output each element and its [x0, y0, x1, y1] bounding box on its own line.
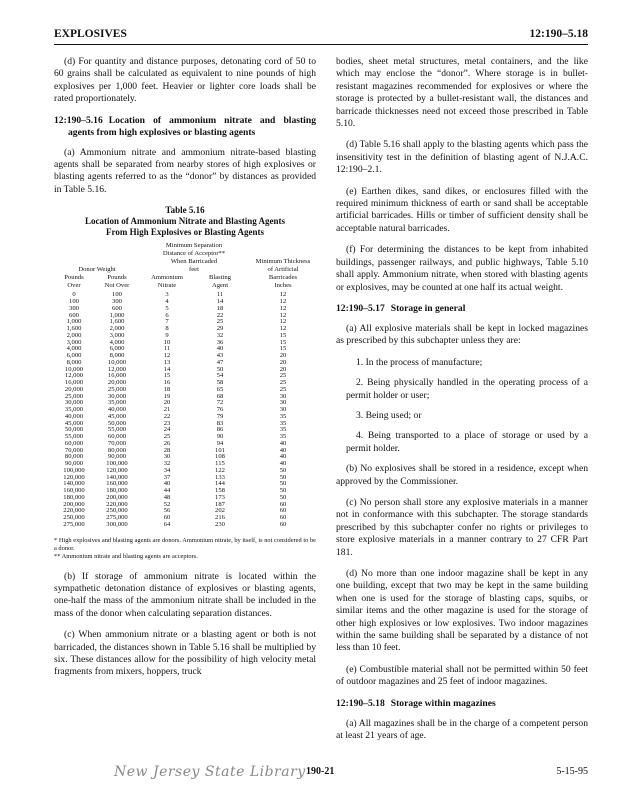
- paragraph-516-d: (d) Table 5.16 shall apply to the blasting agents which pass the insensitivity test in the definition of blasting agent of N.J.A.C. 12:190–2.1.: [336, 139, 588, 176]
- cell-barricade-thickness: 40: [279, 446, 287, 454]
- table-row: [54, 380, 316, 387]
- cell-ammonium-nitrate: 8: [165, 325, 169, 332]
- cell-pounds-over: 90,000: [64, 460, 84, 467]
- cell-pounds-over: 35,000: [64, 406, 84, 413]
- cell-blasting-agent: 25: [216, 318, 224, 326]
- cell-barricade-thickness: 25: [279, 385, 287, 393]
- column-header: Nitrate: [157, 282, 177, 290]
- cell-blasting-agent: 86: [216, 426, 224, 434]
- cell-ammonium-nitrate: 4: [165, 298, 169, 305]
- table-row: [54, 299, 316, 306]
- cell-ammonium-nitrate: 28: [163, 446, 171, 454]
- cell-barricade-thickness: 30: [279, 392, 287, 400]
- cell-barricade-thickness: 15: [279, 331, 287, 339]
- cell-barricade-thickness: 40: [279, 460, 287, 467]
- cell-pounds-over: 10,000: [64, 365, 84, 373]
- cell-barricade-thickness: 60: [279, 514, 287, 521]
- cell-pounds-not-over: 180,000: [106, 487, 128, 494]
- table-number: Table 5.16: [165, 205, 205, 216]
- cell-barricade-thickness: 35: [279, 412, 287, 420]
- table-row: [54, 481, 316, 488]
- cell-ammonium-nitrate: 19: [163, 392, 171, 400]
- paragraph-518-a: (a) All magazines shall be in the charge of a competent person at least 21 years of age.: [336, 717, 588, 742]
- footnote: ** Ammonium nitrate and blasting agents are acceptors.: [54, 552, 198, 560]
- cell-pounds-over: 70,000: [64, 446, 84, 454]
- cell-pounds-not-over: 70,000: [107, 439, 127, 447]
- cell-pounds-not-over: 200,000: [106, 493, 128, 501]
- cell-pounds-not-over: 50,000: [107, 419, 127, 427]
- cell-pounds-not-over: 20,000: [107, 379, 127, 386]
- cell-ammonium-nitrate: 32: [163, 460, 171, 467]
- cell-pounds-not-over: 120,000: [106, 466, 128, 474]
- cell-barricade-thickness: 30: [279, 399, 287, 407]
- page-footer: [54, 764, 588, 784]
- cell-pounds-not-over: 250,000: [106, 507, 128, 515]
- table-row: [54, 367, 316, 374]
- cell-barricade-thickness: 40: [279, 439, 287, 447]
- cell-ammonium-nitrate: 18: [163, 385, 171, 393]
- cell-barricade-thickness: 40: [279, 453, 287, 461]
- cell-blasting-agent: 50: [216, 365, 224, 373]
- cell-pounds-over: 140,000: [63, 480, 85, 488]
- cell-blasting-agent: 29: [216, 325, 224, 332]
- table-row: [54, 407, 316, 414]
- cell-pounds-not-over: 10,000: [107, 358, 127, 366]
- column-group-header: When Barricaded: [170, 258, 218, 266]
- cell-ammonium-nitrate: 37: [163, 473, 171, 481]
- cell-barricade-thickness: 15: [279, 338, 287, 346]
- cell-ammonium-nitrate: 60: [163, 514, 171, 521]
- list-item: 4. Being transported to a place of storage or used by a permit holder.: [346, 430, 588, 454]
- cell-pounds-over: 4,000: [66, 345, 82, 353]
- table-row: [54, 400, 316, 407]
- cell-pounds-not-over: 300,000: [106, 520, 128, 528]
- cell-ammonium-nitrate: 15: [163, 372, 171, 380]
- cell-pounds-over: 45,000: [64, 419, 84, 427]
- column-header: Ammonium: [151, 274, 183, 282]
- cell-pounds-over: 2,000: [66, 331, 82, 339]
- cell-barricade-thickness: 12: [279, 318, 287, 326]
- cell-pounds-not-over: 220,000: [106, 500, 128, 508]
- cell-ammonium-nitrate: 3: [165, 291, 169, 299]
- cell-blasting-agent: 58: [216, 379, 224, 386]
- cell-blasting-agent: 101: [215, 446, 225, 454]
- cell-blasting-agent: 133: [215, 473, 225, 481]
- cell-blasting-agent: 14: [216, 298, 224, 305]
- cell-ammonium-nitrate: 22: [163, 412, 171, 420]
- cell-blasting-agent: 76: [216, 406, 224, 413]
- table-row: [54, 346, 316, 353]
- column-header: Over: [67, 282, 81, 290]
- table-row: [54, 468, 316, 475]
- table-row: [54, 461, 316, 468]
- cell-ammonium-nitrate: 44: [163, 487, 171, 494]
- cell-pounds-over: 0: [72, 291, 76, 299]
- cell-pounds-not-over: 35,000: [107, 399, 127, 407]
- table-row: [54, 319, 316, 326]
- section-number: 12:190–5.16: [54, 114, 103, 126]
- table-header: [54, 242, 316, 292]
- cell-blasting-agent: 90: [216, 433, 224, 440]
- page-number: 190-21: [306, 766, 335, 777]
- table-row: [54, 414, 316, 421]
- cell-pounds-not-over: 12,000: [107, 365, 127, 373]
- cell-ammonium-nitrate: 34: [163, 466, 171, 474]
- cell-blasting-agent: 36: [216, 338, 224, 346]
- cell-pounds-over: 3,000: [66, 338, 82, 346]
- paragraph-515-d: (d) For quantity and distance purposes, detonating cord of 50 to 60 grains shall be calculated as equivalent to nine pounds of high explosives per 1,000 feet. Heavier or lighter core loads shall be rated proportionately.: [54, 56, 316, 105]
- cell-blasting-agent: 94: [216, 439, 224, 447]
- running-header: [54, 26, 588, 45]
- cell-pounds-over: 200,000: [63, 500, 85, 508]
- cell-barricade-thickness: 35: [279, 419, 287, 427]
- cell-ammonium-nitrate: 52: [163, 500, 171, 508]
- table-row: [54, 515, 316, 522]
- cell-pounds-not-over: 1,000: [109, 311, 125, 319]
- table-row: [54, 373, 316, 380]
- cell-pounds-not-over: 600: [112, 304, 122, 312]
- table-title: [54, 205, 316, 238]
- cell-pounds-not-over: 4,000: [109, 338, 125, 346]
- list-item: 2. Being physically handled in the operating process of a permit holder or user;: [346, 377, 588, 401]
- column-group-header: Donor Weight: [78, 266, 116, 274]
- cell-ammonium-nitrate: 9: [165, 331, 169, 339]
- cell-pounds-over: 12,000: [64, 372, 84, 380]
- cell-pounds-not-over: 100: [112, 291, 122, 299]
- cell-pounds-not-over: 30,000: [107, 392, 127, 400]
- table-row: [54, 394, 316, 401]
- table-row: [54, 387, 316, 394]
- cell-pounds-not-over: 16,000: [107, 372, 127, 380]
- cell-pounds-not-over: 6,000: [109, 345, 125, 353]
- cell-ammonium-nitrate: 21: [163, 406, 171, 413]
- cell-ammonium-nitrate: 25: [163, 433, 171, 440]
- cell-ammonium-nitrate: 64: [163, 520, 171, 528]
- section-heading-517: [336, 303, 588, 315]
- cell-barricade-thickness: 12: [279, 325, 287, 332]
- table-row: [54, 313, 316, 320]
- cell-barricade-thickness: 30: [279, 406, 287, 413]
- cell-ammonium-nitrate: 6: [165, 311, 169, 319]
- cell-pounds-over: 250,000: [63, 514, 85, 521]
- cell-ammonium-nitrate: 26: [163, 439, 171, 447]
- section-title: Storage within magazines: [390, 697, 496, 709]
- table-row: [54, 427, 316, 434]
- cell-pounds-not-over: 40,000: [107, 406, 127, 413]
- cell-blasting-agent: 122: [215, 466, 225, 474]
- table-row: [54, 360, 316, 367]
- cell-blasting-agent: 40: [216, 345, 224, 353]
- cell-barricade-thickness: 20: [279, 352, 287, 359]
- cell-blasting-agent: 32: [216, 331, 224, 339]
- cell-blasting-agent: 230: [215, 520, 225, 528]
- table-row: [54, 522, 316, 529]
- paragraph-516-c-continued: bodies, sheet metal structures, metal containers, and the like which may enclose the “donor”. Where storage is in bullet-resistant magazines recommended for explosives or where the storage is protected by a bullet-resistant wall, the distances and barricade thicknesses need not exceed those prescribed in Table 5.10.: [336, 56, 588, 130]
- cell-ammonium-nitrate: 56: [163, 507, 171, 515]
- cell-pounds-over: 120,000: [63, 473, 85, 481]
- cell-pounds-over: 16,000: [64, 379, 84, 386]
- column-header: of Artificial: [267, 266, 299, 274]
- cell-pounds-over: 20,000: [64, 385, 84, 393]
- list-item: 3. Being used; or: [356, 409, 422, 421]
- table-row: [54, 475, 316, 482]
- cell-pounds-not-over: 25,000: [107, 385, 127, 393]
- cell-ammonium-nitrate: 48: [163, 493, 171, 501]
- cell-barricade-thickness: 50: [279, 493, 287, 501]
- cell-ammonium-nitrate: 16: [163, 379, 171, 386]
- cell-ammonium-nitrate: 5: [165, 304, 169, 312]
- cell-barricade-thickness: 25: [279, 379, 287, 386]
- cell-pounds-not-over: 160,000: [106, 480, 128, 488]
- cell-pounds-over: 220,000: [63, 507, 85, 515]
- table-row: [54, 326, 316, 333]
- paragraph-517-d: (d) No more than one indoor magazine shall be kept in any one building, except that two may be kept in the same building when one is used for the storage of blasting caps, squibs, or similar items and the other magazine is used for the storage of other high explosives or low explosives. Two indoor magazines within the same building shall be separated by a distance of not less than 10 feet.: [336, 568, 588, 654]
- cell-barricade-thickness: 60: [279, 520, 287, 528]
- header-chapter-title: EXPLOSIVES: [54, 28, 127, 40]
- section-heading-516: [54, 115, 316, 139]
- cell-blasting-agent: 47: [216, 358, 224, 366]
- table-row: [54, 495, 316, 502]
- cell-barricade-thickness: 12: [279, 311, 287, 319]
- cell-blasting-agent: 115: [215, 460, 225, 467]
- cell-ammonium-nitrate: 40: [163, 480, 171, 488]
- table-row: [54, 441, 316, 448]
- cell-blasting-agent: 65: [216, 385, 224, 393]
- cell-barricade-thickness: 25: [279, 372, 287, 380]
- column-header: Pounds: [64, 274, 84, 282]
- table-row: [54, 292, 316, 299]
- cell-blasting-agent: 216: [215, 514, 225, 521]
- footnote: * High explosives and blasting agents are donors. Ammonium nitrate, by itself, is not considered to be a donor.: [54, 536, 316, 552]
- table-caption-line: Location of Ammonium Nitrate and Blasting Agents: [84, 216, 285, 227]
- cell-ammonium-nitrate: 11: [163, 345, 171, 353]
- cell-pounds-over: 30,000: [64, 399, 84, 407]
- cell-pounds-not-over: 80,000: [107, 446, 127, 454]
- section-number: 12:190–5.17: [336, 302, 385, 314]
- column-group-header: feet: [189, 266, 199, 274]
- cell-pounds-over: 1,600: [66, 325, 82, 332]
- table-row: [54, 508, 316, 515]
- paragraph-516-b: (b) If storage of ammonium nitrate is located within the sympathetic detonation distance of explosives or blasting agents, one-half the mass of the ammonium nitrate shall be included in the mass of the donor when calculating separation distances.: [54, 570, 316, 619]
- paragraph-517-a: (a) All explosive materials shall be kept in locked magazines as prescribed by this subchapter unless they are:: [336, 322, 588, 347]
- cell-blasting-agent: 18: [216, 304, 224, 312]
- cell-barricade-thickness: 20: [279, 358, 287, 366]
- column-header: Pounds: [107, 274, 127, 282]
- cell-pounds-not-over: 60,000: [107, 433, 127, 440]
- table-caption-line: From High Explosives or Blasting Agents: [106, 227, 264, 238]
- cell-blasting-agent: 187: [215, 500, 225, 508]
- cell-ammonium-nitrate: 13: [163, 358, 171, 366]
- cell-blasting-agent: 43: [216, 352, 224, 359]
- cell-blasting-agent: 68: [216, 392, 224, 400]
- cell-pounds-over: 180,000: [63, 493, 85, 501]
- cell-blasting-agent: 22: [216, 311, 224, 319]
- cell-blasting-agent: 158: [215, 487, 225, 494]
- cell-pounds-not-over: 2,000: [109, 325, 125, 332]
- cell-barricade-thickness: 12: [279, 304, 287, 312]
- cell-pounds-over: 50,000: [64, 426, 84, 434]
- header-section-range: 12:190–5.18: [529, 28, 588, 40]
- table-row: [54, 353, 316, 360]
- section-number: 12:190–5.18: [336, 697, 385, 709]
- right-column: [336, 56, 588, 751]
- cell-pounds-over: 80,000: [64, 453, 84, 461]
- cell-ammonium-nitrate: 24: [163, 426, 171, 434]
- cell-blasting-agent: 202: [215, 507, 225, 515]
- column-header: Agent: [211, 282, 229, 290]
- cell-ammonium-nitrate: 10: [163, 338, 171, 346]
- cell-pounds-over: 55,000: [64, 433, 84, 440]
- table-row: [54, 340, 316, 347]
- cell-pounds-not-over: 8,000: [109, 352, 125, 359]
- cell-pounds-not-over: 140,000: [106, 473, 128, 481]
- cell-pounds-not-over: 300: [112, 298, 122, 305]
- cell-blasting-agent: 54: [216, 372, 224, 380]
- cell-pounds-over: 6,000: [66, 352, 82, 359]
- cell-ammonium-nitrate: 30: [163, 453, 171, 461]
- column-header: Minimum Thickness: [255, 258, 311, 266]
- table-row: [54, 488, 316, 495]
- cell-barricade-thickness: 12: [279, 291, 287, 299]
- paragraph-516-f: (f) For determining the distances to be kept from inhabited buildings, passenger railways, and public highways, Table 5.10 shall apply. Ammonium nitrate, when stored with blasting agents or explosives, may be counted at one half its actual weight.: [336, 244, 588, 293]
- cell-pounds-over: 25,000: [64, 392, 84, 400]
- section-heading-518: [336, 698, 588, 710]
- paragraph-517-c: (c) No person shall store any explosive materials in a manner not in conformance with this subchapter. The storage standards prescribed by this subchapter confer no rights or privileges to store explosive materials in a manner contrary to 27 CFR Part 181.: [336, 496, 588, 558]
- library-stamp: New Jersey State Library: [114, 764, 306, 780]
- table-row: [54, 454, 316, 461]
- column-group-header: Minimum Separation: [165, 242, 223, 250]
- cell-pounds-over: 60,000: [64, 439, 84, 447]
- column-header: Inches: [274, 282, 292, 290]
- left-column: [54, 56, 316, 688]
- cell-barricade-thickness: 35: [279, 433, 287, 440]
- table-footnotes: [54, 537, 316, 561]
- table-row: [54, 434, 316, 441]
- cell-blasting-agent: 72: [216, 399, 224, 407]
- list-item: 1. In the process of manufacture;: [356, 356, 483, 368]
- cell-pounds-not-over: 1,600: [109, 318, 125, 326]
- cell-pounds-not-over: 3,000: [109, 331, 125, 339]
- cell-pounds-over: 100: [69, 298, 79, 305]
- cell-barricade-thickness: 60: [279, 500, 287, 508]
- paragraph-516-c: (c) When ammonium nitrate or a blasting agent or both is not barricaded, the distances shown in Table 5.16 shall be multiplied by six. These distances allow for the possibility of high velocity metal fragments from mixers, hoppers, truck: [54, 629, 316, 678]
- column-header: Not Over: [104, 282, 130, 290]
- paragraph-516-a: (a) Ammonium nitrate and ammonium nitrate-based blasting agents shall be separated from nearby stores of high explosives or blasting agents referred to as the “donor” by distances as provided in Table 5.16.: [54, 146, 316, 195]
- cell-barricade-thickness: 15: [279, 345, 287, 353]
- cell-barricade-thickness: 50: [279, 466, 287, 474]
- cell-pounds-not-over: 55,000: [107, 426, 127, 434]
- table-row: [54, 448, 316, 455]
- cell-ammonium-nitrate: 20: [163, 399, 171, 407]
- cell-ammonium-nitrate: 23: [163, 419, 171, 427]
- column-header: Barricades: [268, 274, 298, 282]
- cell-barricade-thickness: 50: [279, 487, 287, 494]
- paragraph-517-b: (b) No explosives shall be stored in a residence, except when approved by the Commissioner.: [336, 463, 588, 487]
- cell-pounds-not-over: 90,000: [107, 453, 127, 461]
- cell-pounds-over: 100,000: [63, 466, 85, 474]
- cell-pounds-not-over: 45,000: [107, 412, 127, 420]
- cell-barricade-thickness: 35: [279, 426, 287, 434]
- paragraph-516-e: (e) Earthen dikes, sand dikes, or enclosures filled with the required minimum thickness of earth or sand shall be acceptable artificial barricades. Hills or timber of sufficient density shall be acceptable natural barricades.: [336, 185, 588, 234]
- cell-blasting-agent: 144: [215, 480, 225, 488]
- cell-blasting-agent: 173: [215, 493, 225, 501]
- cell-pounds-not-over: 275,000: [106, 514, 128, 521]
- cell-blasting-agent: 83: [216, 419, 224, 427]
- cell-pounds-over: 40,000: [64, 412, 84, 420]
- cell-barricade-thickness: 20: [279, 365, 287, 373]
- cell-pounds-not-over: 100,000: [106, 460, 128, 467]
- table-row: [54, 502, 316, 509]
- table-body: [54, 292, 316, 528]
- separation-table: [54, 242, 316, 528]
- paragraph-517-e: (e) Combustible material shall not be permitted within 50 feet of outdoor magazines and 25 feet of indoor magazines.: [336, 663, 588, 688]
- table-row: [54, 306, 316, 313]
- cell-blasting-agent: 108: [215, 453, 225, 461]
- cell-barricade-thickness: 50: [279, 480, 287, 488]
- cell-pounds-over: 1,000: [66, 318, 82, 326]
- cell-ammonium-nitrate: 7: [165, 318, 169, 326]
- table-row: [54, 333, 316, 340]
- section-title: Storage in general: [390, 302, 466, 314]
- cell-blasting-agent: 11: [216, 291, 224, 299]
- revision-date: 5-15-95: [556, 766, 588, 777]
- column-group-header: Distance of Acceptor**: [162, 250, 226, 258]
- cell-pounds-over: 160,000: [63, 487, 85, 494]
- cell-barricade-thickness: 12: [279, 298, 287, 305]
- column-header: Blasting: [209, 274, 231, 282]
- cell-pounds-over: 8,000: [66, 358, 82, 366]
- section-title: Location of ammonium nitrate and blasting agents from high explosives or blasting agents: [68, 114, 316, 138]
- cell-pounds-over: 275,000: [63, 520, 85, 528]
- table-row: [54, 421, 316, 428]
- cell-pounds-over: 300: [69, 304, 79, 312]
- cell-blasting-agent: 79: [216, 412, 224, 420]
- cell-pounds-over: 600: [69, 311, 79, 319]
- cell-ammonium-nitrate: 14: [163, 365, 171, 373]
- cell-barricade-thickness: 60: [279, 507, 287, 515]
- cell-barricade-thickness: 50: [279, 473, 287, 481]
- cell-ammonium-nitrate: 12: [163, 352, 171, 359]
